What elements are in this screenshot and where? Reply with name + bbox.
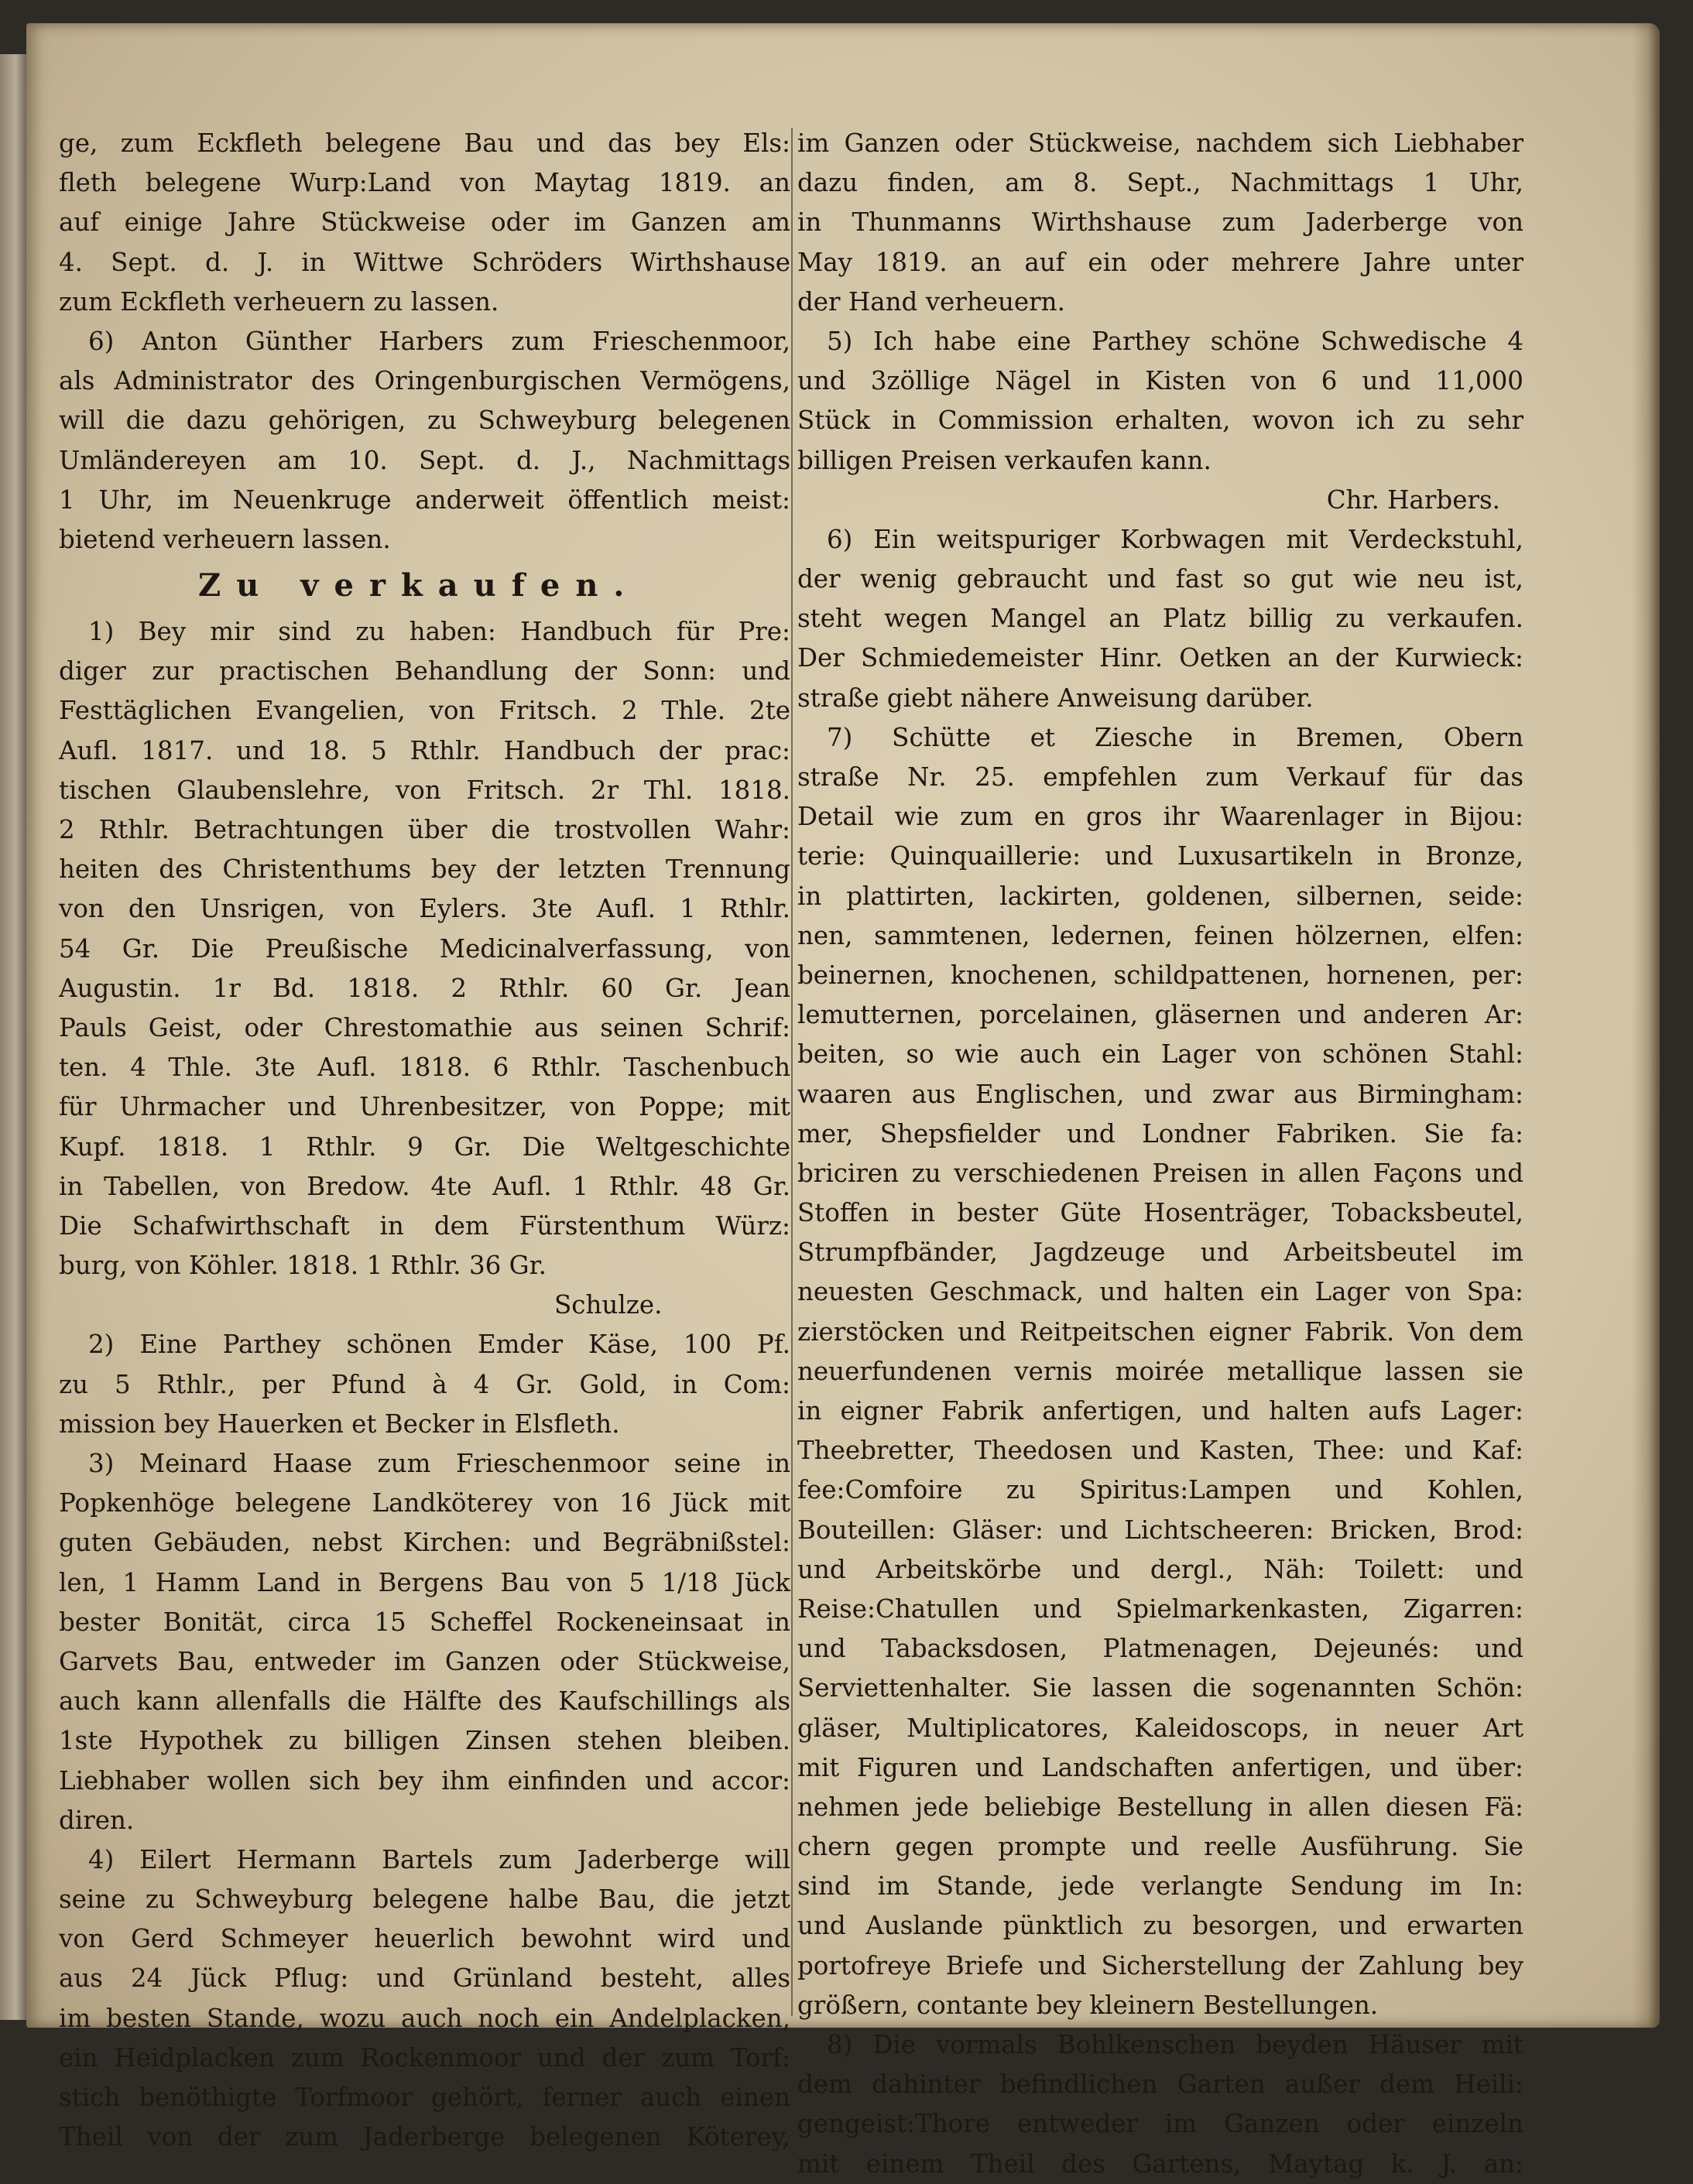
text-line: 2 Rthlr. Betrachtungen über die trostvollen Wahr: xyxy=(59,815,790,844)
text-line: Serviettenhalter. Sie lassen die sogenannten Schön: xyxy=(797,1673,1523,1703)
text-line: bester Bonität, circa 15 Scheffel Rockeneinsaat in xyxy=(59,1607,790,1637)
text-line: fee:Comfoire zu Spiritus:Lampen und Kohlen, xyxy=(797,1475,1523,1505)
text-line: nen, sammtenen, ledernen, feinen hölzernen, elfen: xyxy=(797,920,1523,950)
text-line: 7) Schütte et Ziesche in Bremen, Obern xyxy=(827,722,1523,752)
text-line: will die dazu gehörigen, zu Schweyburg belegenen xyxy=(59,406,790,436)
text-line: beinernen, knochenen, schildpattenen, hornenen, per: xyxy=(797,960,1523,990)
text-line: tischen Glaubenslehre, von Fritsch. 2r Thl. 1818. xyxy=(59,775,790,805)
text-line: 1ste Hypothek zu billigen Zinsen stehen bleiben. xyxy=(59,1726,790,1756)
text-line: 5) Ich habe eine Parthey schöne Schwedische 4 xyxy=(827,326,1523,356)
text-line: Reise:Chatullen und Spielmarkenkasten, Zigarren: xyxy=(797,1593,1523,1624)
text-line: 4) Eilert Hermann Bartels zum Jaderberge will xyxy=(88,1844,790,1874)
text-line: Stück in Commission erhalten, wovon ich zu sehr xyxy=(797,406,1523,436)
text-line: mission bey Hauerken et Becker in Elsfleth. xyxy=(59,1409,620,1439)
text-line: dazu finden, am 8. Sept., Nachmittags 1 Uhr, xyxy=(797,168,1523,198)
text-line: gengeist:Thore entweder im Ganzen oder einzeln xyxy=(797,2109,1523,2139)
text-line: neuerfundenen vernis moirée metallique lassen sie xyxy=(797,1356,1523,1386)
text-line: als Administrator des Oringenburgischen Vermögens, xyxy=(59,366,790,396)
column-divider xyxy=(791,128,793,2016)
text-line: bietend verheuern lassen. xyxy=(59,524,391,554)
signature-line: Chr. Harbers. xyxy=(1326,484,1500,515)
text-line: Augustin. 1r Bd. 1818. 2 Rthlr. 60 Gr. Jean xyxy=(59,973,790,1003)
text-line: Popkenhöge belegene Landköterey von 16 Jück mit xyxy=(59,1488,790,1518)
text-line: mer, Shepsfielder und Londner Fabriken. Sie fa: xyxy=(797,1118,1523,1148)
text-line: len, 1 Hamm Land in Bergens Bau von 5 1/18 Jück xyxy=(59,1567,790,1597)
text-line: aus 24 Jück Pflug: und Grünland besteht, alles xyxy=(59,1963,790,1994)
text-line: portofreye Briefe und Sicherstellung der Zahlung bey xyxy=(797,1950,1523,1980)
text-line: ten. 4 Thle. 3te Aufl. 1818. 6 Rthlr. Taschenbuch xyxy=(59,1053,790,1083)
text-line: 4. Sept. d. J. in Wittwe Schröders Wirthshause xyxy=(59,247,790,277)
text-line: terie: Quinquaillerie: und Luxusartikeln in Bronze, xyxy=(797,841,1523,871)
text-line: von Gerd Schmeyer heuerlich bewohnt wird und xyxy=(59,1924,790,1954)
text-line: Strumpfbänder, Jagdzeuge und Arbeitsbeutel im xyxy=(797,1237,1523,1268)
text-line: und Auslande pünktlich zu besorgen, und erwarten xyxy=(797,1911,1523,1941)
text-line: Stoffen in bester Güte Hosenträger, Tobacksbeutel, xyxy=(797,1198,1523,1228)
text-line: fleth belegene Wurp:Land von Maytag 1819. an xyxy=(59,168,790,198)
text-line: lemutternen, porcelainen, gläsernen und anderen Ar: xyxy=(797,1000,1523,1030)
text-line: Liebhaber wollen sich bey ihm einfinden und accor: xyxy=(59,1765,790,1795)
text-line: ge, zum Eckfleth belegene Bau und das bey Els: xyxy=(59,128,790,158)
section-heading: Zu verkaufen. xyxy=(198,567,640,604)
text-line: May 1819. an auf ein oder mehrere Jahre unter xyxy=(797,247,1523,277)
text-line: Bouteillen: Gläser: und Lichtscheeren: Bricken, Brod: xyxy=(797,1515,1523,1545)
text-line: in eigner Fabrik anfertigen, und halten aufs Lager: xyxy=(797,1396,1523,1426)
text-line: Umländereyen am 10. Sept. d. J., Nachmittags xyxy=(59,445,790,475)
text-line: größern, contante bey kleinern Bestellungen. xyxy=(797,1990,1379,2020)
text-line: Kupf. 1818. 1 Rthlr. 9 Gr. Die Weltgeschichte xyxy=(59,1131,790,1162)
text-line: und Tabacksdosen, Platmenagen, Dejeunés: und xyxy=(797,1634,1523,1664)
text-line: und Arbeitskörbe und dergl., Näh: Toilett: und xyxy=(797,1554,1523,1584)
text-line: auf einige Jahre Stückweise oder im Ganzen am xyxy=(59,207,790,238)
text-line: 54 Gr. Die Preußische Medicinalverfassung, von xyxy=(59,933,790,964)
text-line: für Uhrmacher und Uhrenbesitzer, von Poppe; mit xyxy=(59,1092,790,1122)
text-line: 2) Eine Parthey schönen Emder Käse, 100 Pf. xyxy=(88,1330,790,1360)
text-line: straße giebt nähere Anweisung darüber. xyxy=(797,683,1314,713)
text-line: in Thunmanns Wirthshause zum Jaderberge von xyxy=(797,207,1523,238)
text-line: Die Schafwirthschaft in dem Fürstenthum Würz: xyxy=(59,1210,790,1241)
text-line: 6) Ein weitspuriger Korbwagen mit Verdeckstuhl, xyxy=(827,524,1523,554)
text-line: beiten, so wie auch ein Lager von schönen Stahl: xyxy=(797,1039,1523,1070)
text-line: von den Unsrigen, von Eylers. 3te Aufl. 1 Rthlr. xyxy=(59,894,790,924)
text-line: Aufl. 1817. und 18. 5 Rthlr. Handbuch der prac: xyxy=(59,735,790,765)
text-line: billigen Preisen verkaufen kann. xyxy=(797,445,1211,475)
text-line: Garvets Bau, entweder im Ganzen oder Stückweise, xyxy=(59,1646,790,1676)
text-line: zum Eckfleth verheuern zu lassen. xyxy=(59,286,499,317)
text-line: 6) Anton Günther Harbers zum Frieschenmoor, xyxy=(88,326,790,356)
text-line: seine zu Schweyburg belegene halbe Bau, die jetzt xyxy=(59,1884,790,1915)
text-line: gläser, Multiplicatores, Kaleidoscops, in neuer Art xyxy=(797,1713,1523,1743)
text-line: zierstöcken und Reitpeitschen eigner Fabrik. Von dem xyxy=(797,1316,1523,1347)
text-line: 1) Bey mir sind zu haben: Handbuch für Pre: xyxy=(88,617,790,647)
text-line: waaren aus Englischen, und zwar aus Birmingham: xyxy=(797,1079,1523,1109)
text-line: Pauls Geist, oder Chrestomathie aus seinen Schrif: xyxy=(59,1012,790,1042)
text-line: chern gegen prompte und reelle Ausführung. Sie xyxy=(797,1832,1523,1862)
text-line: stich benöthigte Torfmoor gehört, ferner auch einen xyxy=(59,2083,790,2112)
right-column xyxy=(797,124,1523,2184)
left-column xyxy=(59,124,790,2157)
text-line: 3) Meinard Haase zum Frieschenmoor seine in xyxy=(88,1449,790,1478)
text-line: straße Nr. 25. empfehlen zum Verkauf für das xyxy=(797,762,1523,792)
text-line: diren. xyxy=(59,1805,135,1835)
signature-line: Schulze. xyxy=(554,1290,663,1320)
text-line: mit einem Theil des Gartens, Maytag k. J. an: xyxy=(797,2148,1523,2179)
text-line: 1 Uhr, im Neuenkruge anderweit öffentlich meist: xyxy=(59,484,790,515)
text-line: in Tabellen, von Bredow. 4te Aufl. 1 Rthlr. 48 Gr. xyxy=(59,1171,790,1201)
text-line: heiten des Christenthums bey der letzten Trennung xyxy=(59,854,790,885)
text-line: guten Gebäuden, nebst Kirchen: und Begräbnißstel: xyxy=(59,1528,790,1558)
text-line: diger zur practischen Behandlung der Sonn: und xyxy=(59,656,790,686)
text-line: sind im Stande, jede verlangte Sendung im In: xyxy=(797,1871,1523,1902)
text-line: neuesten Geschmack, und halten ein Lager von Spa: xyxy=(797,1277,1523,1307)
page-curl-shadow xyxy=(1632,23,1660,2028)
text-line: mit Figuren und Landschaften anfertigen, und über: xyxy=(797,1752,1523,1782)
text-line: Der Schmiedemeister Hinr. Oetken an der Kurwieck: xyxy=(797,643,1523,673)
text-line: 8) Die vormals Bohlkenschen beyden Häuser mit xyxy=(827,2030,1523,2059)
text-line: burg, von Köhler. 1818. 1 Rthlr. 36 Gr. xyxy=(59,1251,547,1281)
text-line: dem dahinter befindlichen Garten außer dem Heili: xyxy=(797,2069,1523,2100)
text-line: briciren zu verschiedenen Preisen in allen Façons und xyxy=(797,1158,1523,1188)
text-line: zu 5 Rthlr., per Pfund à 4 Gr. Gold, in Com: xyxy=(59,1369,790,1399)
text-line: der Hand verheuern. xyxy=(797,286,1065,317)
text-line: in plattirten, lackirten, goldenen, silbernen, seide: xyxy=(797,881,1523,911)
text-line: und 3zöllige Nägel in Kisten von 6 und 11,000 xyxy=(797,366,1523,396)
text-line: Detail wie zum en gros ihr Waarenlager in Bijou: xyxy=(797,802,1523,832)
text-line: Festtäglichen Evangelien, von Fritsch. 2 Thle. 2te xyxy=(59,696,790,726)
text-line: steht wegen Mangel an Platz billig zu verkaufen. xyxy=(797,604,1523,634)
text-line: im besten Stande, wozu auch noch ein Andelplacken, xyxy=(59,2003,790,2033)
text-line: ein Heidplacken zum Rockenmoor und der zum Torf: xyxy=(59,2042,790,2073)
text-line: im Ganzen oder Stückweise, nachdem sich Liebhaber xyxy=(797,128,1523,158)
previous-page-edge xyxy=(0,54,26,2020)
text-line: Theil von der zum Jaderberge belegenen Köterey, xyxy=(59,2122,790,2152)
text-line: Theebretter, Theedosen und Kasten, Thee: und Kaf: xyxy=(797,1436,1523,1466)
text-line: auch kann allenfalls die Hälfte des Kaufschillings als xyxy=(59,1686,790,1717)
text-line: der wenig gebraucht und fast so gut wie neu ist, xyxy=(797,564,1523,594)
text-line: nehmen jede beliebige Bestellung in allen diesen Fä: xyxy=(797,1792,1523,1822)
